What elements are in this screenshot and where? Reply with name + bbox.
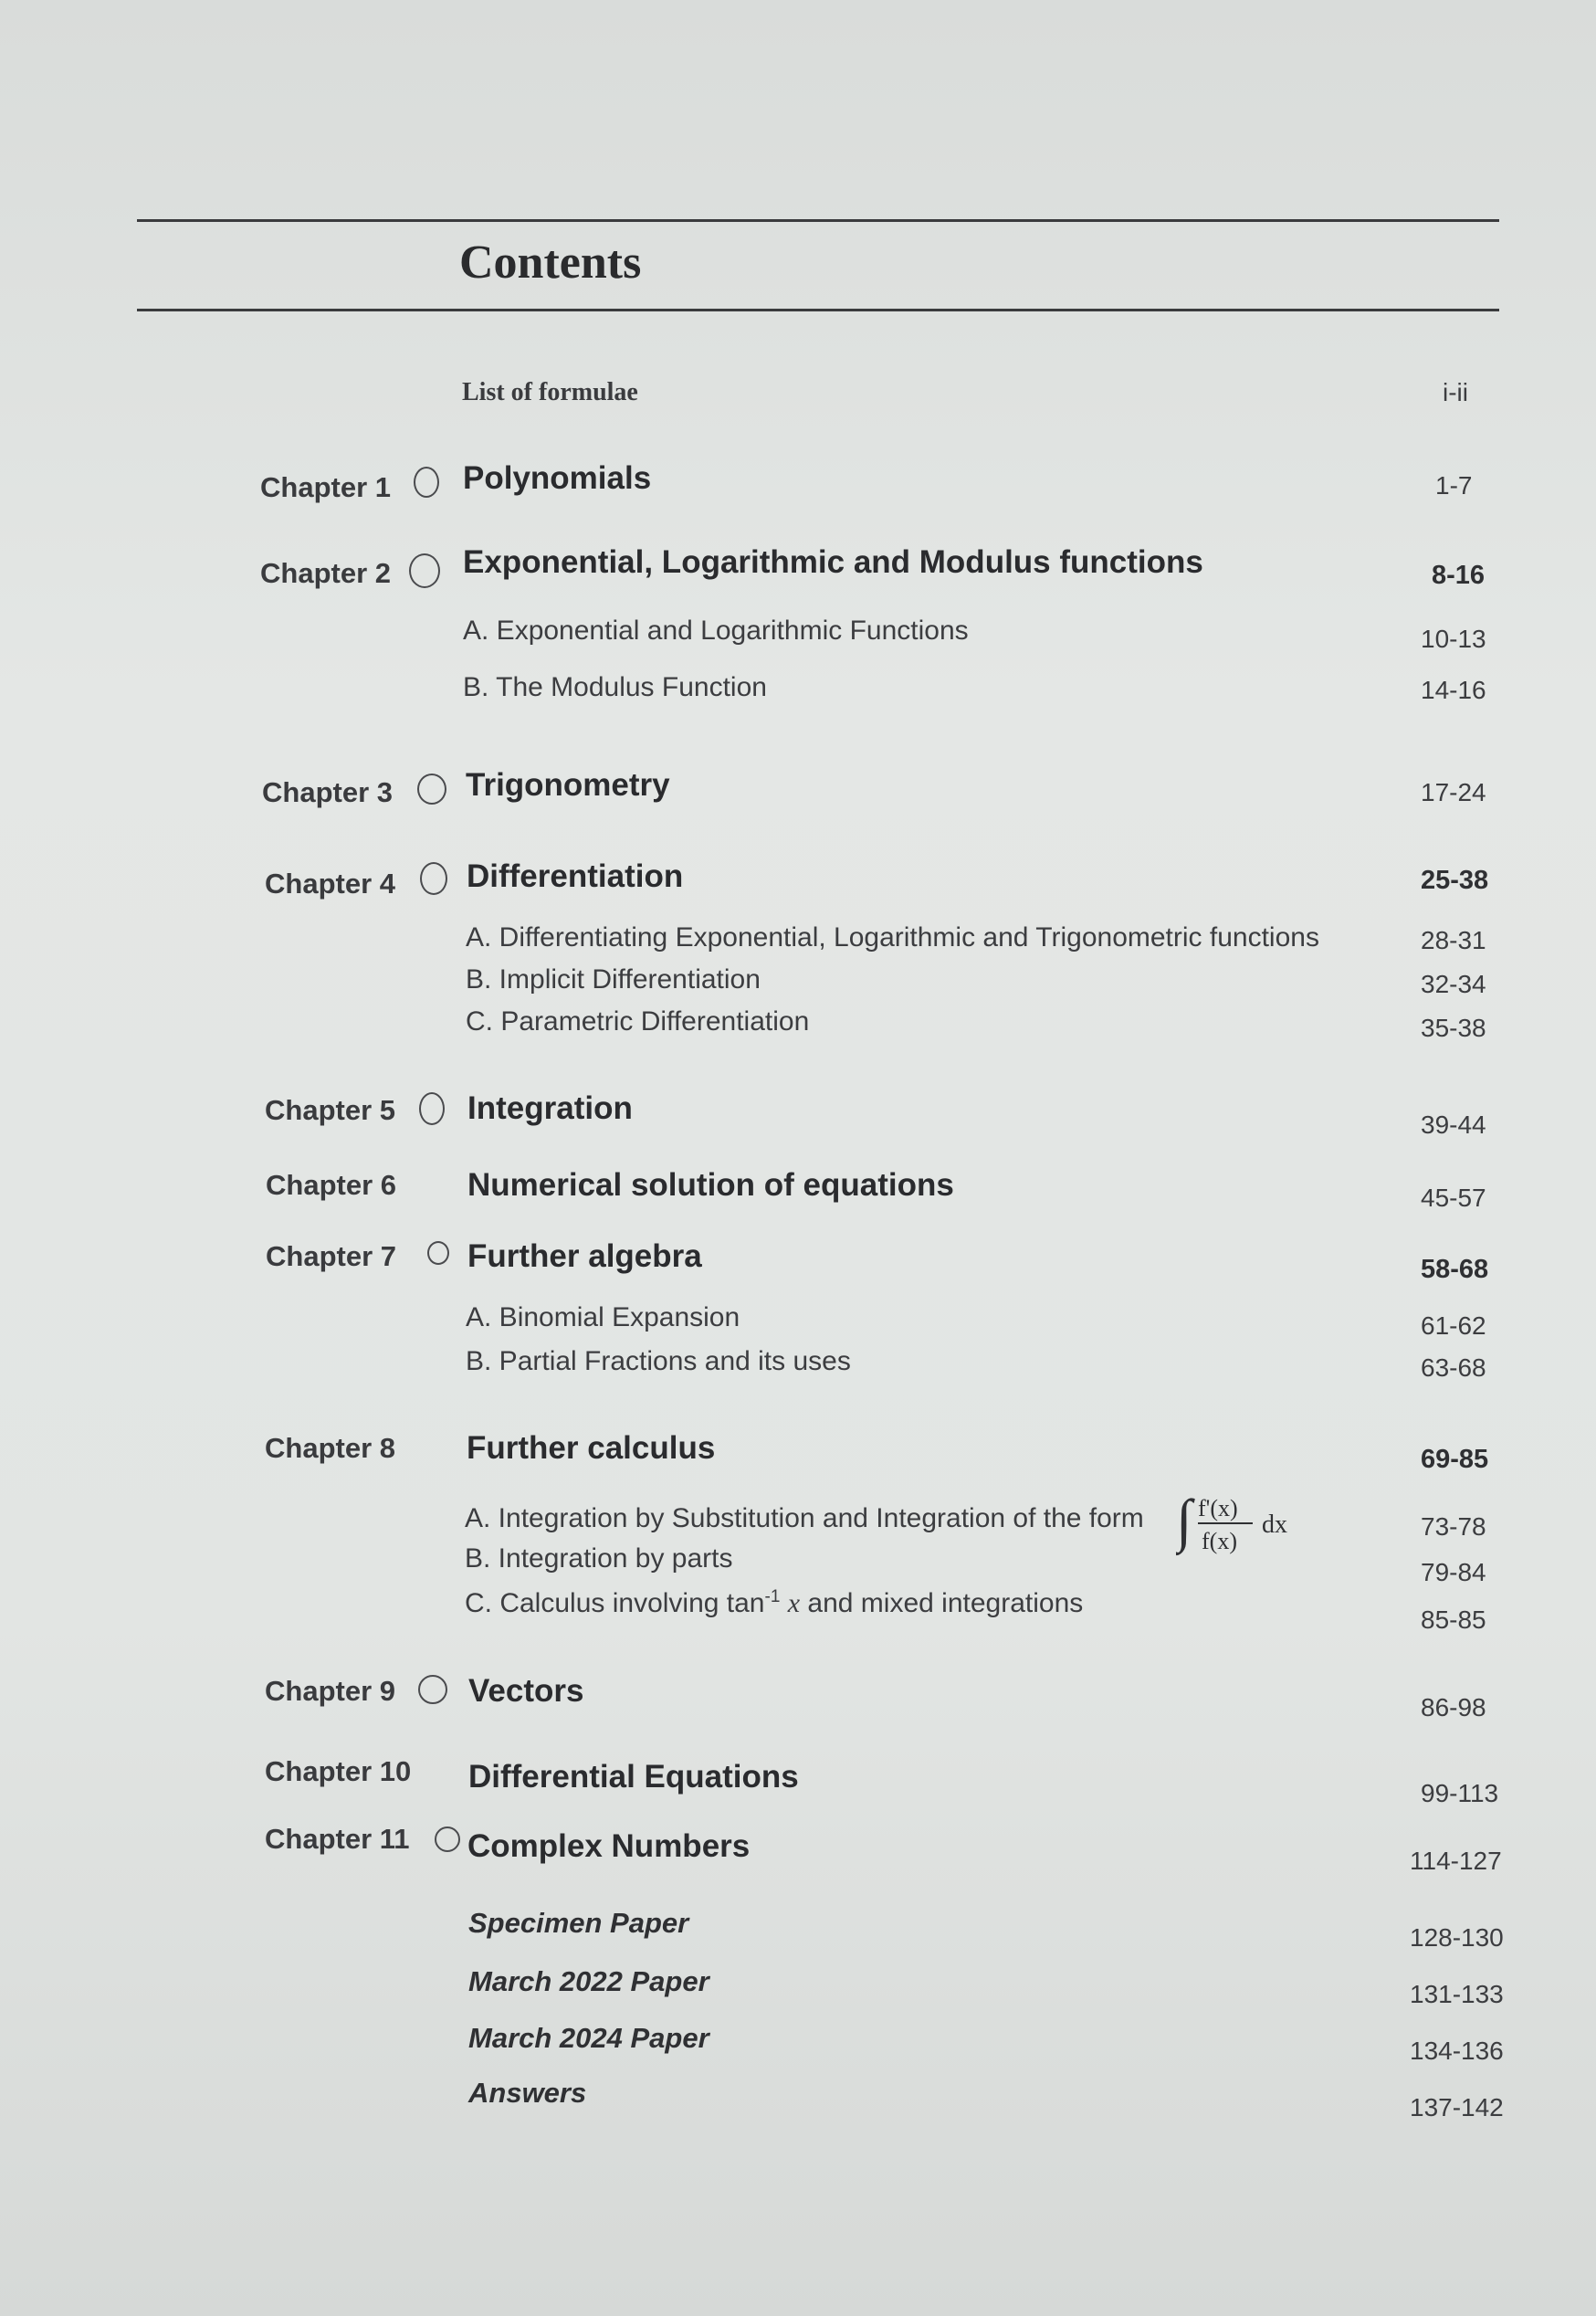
circle-icon	[418, 1675, 447, 1704]
chapter-4-section-c: C. Parametric Differentiation	[466, 1006, 810, 1037]
chapter-4-section-a-pages: 28-31	[1421, 926, 1486, 954]
chapter-9-label: Chapter 9	[265, 1675, 395, 1707]
formula-numerator: f'(x)	[1198, 1495, 1238, 1521]
chapter-8-label: Chapter 8	[265, 1432, 395, 1464]
circle-icon	[427, 1241, 449, 1265]
chapter-5-label: Chapter 5	[265, 1094, 395, 1126]
march-2022-paper-pages: 131-133	[1410, 1980, 1504, 2008]
chapter-4-section-c-pages: 35-38	[1421, 1014, 1486, 1042]
chapter-7-title: Further algebra	[467, 1238, 702, 1274]
top-rule	[137, 219, 1499, 222]
chapter-10-title: Differential Equations	[468, 1759, 799, 1795]
chapter-1-pages: 1-7	[1435, 471, 1473, 500]
chapter-4-title: Differentiation	[467, 858, 684, 894]
chapter-8-section-b-pages: 79-84	[1421, 1558, 1486, 1586]
chapter-2-pages: 8-16	[1432, 561, 1486, 590]
bottom-rule	[137, 309, 1499, 311]
page-title: Contents	[459, 237, 642, 289]
chapter-7-section-b-pages: 63-68	[1421, 1353, 1486, 1382]
specimen-paper: Specimen Paper	[468, 1907, 689, 1939]
chapter-3-pages: 17-24	[1421, 778, 1486, 806]
chapter-3-label: Chapter 3	[262, 776, 393, 808]
chapter-8-section-b: B. Integration by parts	[465, 1543, 733, 1574]
chapter-4-section-b: B. Implicit Differentiation	[466, 964, 761, 995]
tan-suffix: and mixed integrations	[807, 1588, 1084, 1618]
chapter-6-pages: 45-57	[1421, 1184, 1486, 1212]
formulae-pages: i-ii	[1443, 378, 1468, 406]
chapter-6-title: Numerical solution of equations	[467, 1167, 954, 1203]
chapter-2-title: Exponential, Logarithmic and Modulus functions	[463, 544, 1203, 580]
chapter-4-section-b-pages: 32-34	[1421, 970, 1486, 998]
chapter-2-section-b: B. The Modulus Function	[463, 672, 767, 702]
circle-icon	[409, 553, 440, 588]
chapter-11-label: Chapter 11	[265, 1823, 410, 1855]
chapter-10-pages: 99-113	[1421, 1779, 1499, 1807]
chapter-4-pages: 25-38	[1421, 866, 1489, 895]
chapter-8-title: Further calculus	[467, 1430, 716, 1466]
chapter-1-title: Polynomials	[463, 460, 652, 496]
chapter-8-section-c-pages: 85-85	[1421, 1605, 1486, 1634]
circle-icon	[419, 1092, 445, 1125]
chapter-2-section-a-pages: 10-13	[1421, 625, 1486, 653]
chapter-10-label: Chapter 10	[265, 1755, 412, 1787]
tan-text: C. Calculus involving tan	[465, 1588, 765, 1618]
chapter-7-section-a: A. Binomial Expansion	[466, 1302, 740, 1332]
chapter-7-pages: 58-68	[1421, 1255, 1489, 1284]
chapter-8-section-a: A. Integration by Substitution and Integration of the form	[465, 1503, 1144, 1533]
formula-denominator: f(x)	[1202, 1528, 1237, 1554]
chapter-7-label: Chapter 7	[266, 1240, 396, 1272]
answers: Answers	[468, 2077, 587, 2109]
formula-differential: dx	[1262, 1511, 1287, 1539]
answers-pages: 137-142	[1410, 2093, 1504, 2121]
tan-variable: x	[787, 1588, 801, 1618]
chapter-9-pages: 86-98	[1421, 1693, 1486, 1721]
circle-icon	[420, 862, 447, 895]
chapter-2-label: Chapter 2	[260, 557, 391, 589]
chapter-6-label: Chapter 6	[266, 1169, 396, 1201]
circle-icon	[417, 774, 446, 805]
chapter-2-section-b-pages: 14-16	[1421, 676, 1486, 704]
chapter-4-section-a: A. Differentiating Exponential, Logarithmic and Trigonometric functions	[466, 922, 1319, 953]
chapter-5-title: Integration	[467, 1090, 633, 1126]
chapter-9-title: Vectors	[468, 1673, 584, 1709]
chapter-1-label: Chapter 1	[260, 471, 391, 503]
chapter-3-title: Trigonometry	[466, 767, 670, 803]
chapter-4-label: Chapter 4	[265, 868, 395, 900]
march-2022-paper: March 2022 Paper	[468, 1965, 709, 1997]
march-2024-paper: March 2024 Paper	[468, 2022, 709, 2054]
specimen-paper-pages: 128-130	[1410, 1923, 1504, 1952]
chapter-11-pages: 114-127	[1410, 1847, 1502, 1875]
tan-exponent: -1	[764, 1587, 781, 1606]
chapter-8-section-a-pages: 73-78	[1421, 1512, 1486, 1541]
march-2024-paper-pages: 134-136	[1410, 2037, 1504, 2065]
formulae-label: List of formulae	[462, 378, 638, 406]
integral-formula	[1176, 1487, 1331, 1560]
chapter-7-section-b: B. Partial Fractions and its uses	[466, 1346, 851, 1376]
circle-icon	[414, 467, 439, 498]
chapter-11-title: Complex Numbers	[467, 1828, 751, 1864]
circle-icon	[435, 1826, 460, 1852]
chapter-5-pages: 39-44	[1421, 1111, 1486, 1139]
integral-sign-icon: ∫	[1176, 1488, 1192, 1553]
chapter-8-section-c	[465, 1587, 1083, 1619]
chapter-7-section-a-pages: 61-62	[1421, 1311, 1486, 1340]
chapter-8-pages: 69-85	[1421, 1445, 1489, 1474]
chapter-2-section-a: A. Exponential and Logarithmic Functions	[463, 616, 969, 646]
